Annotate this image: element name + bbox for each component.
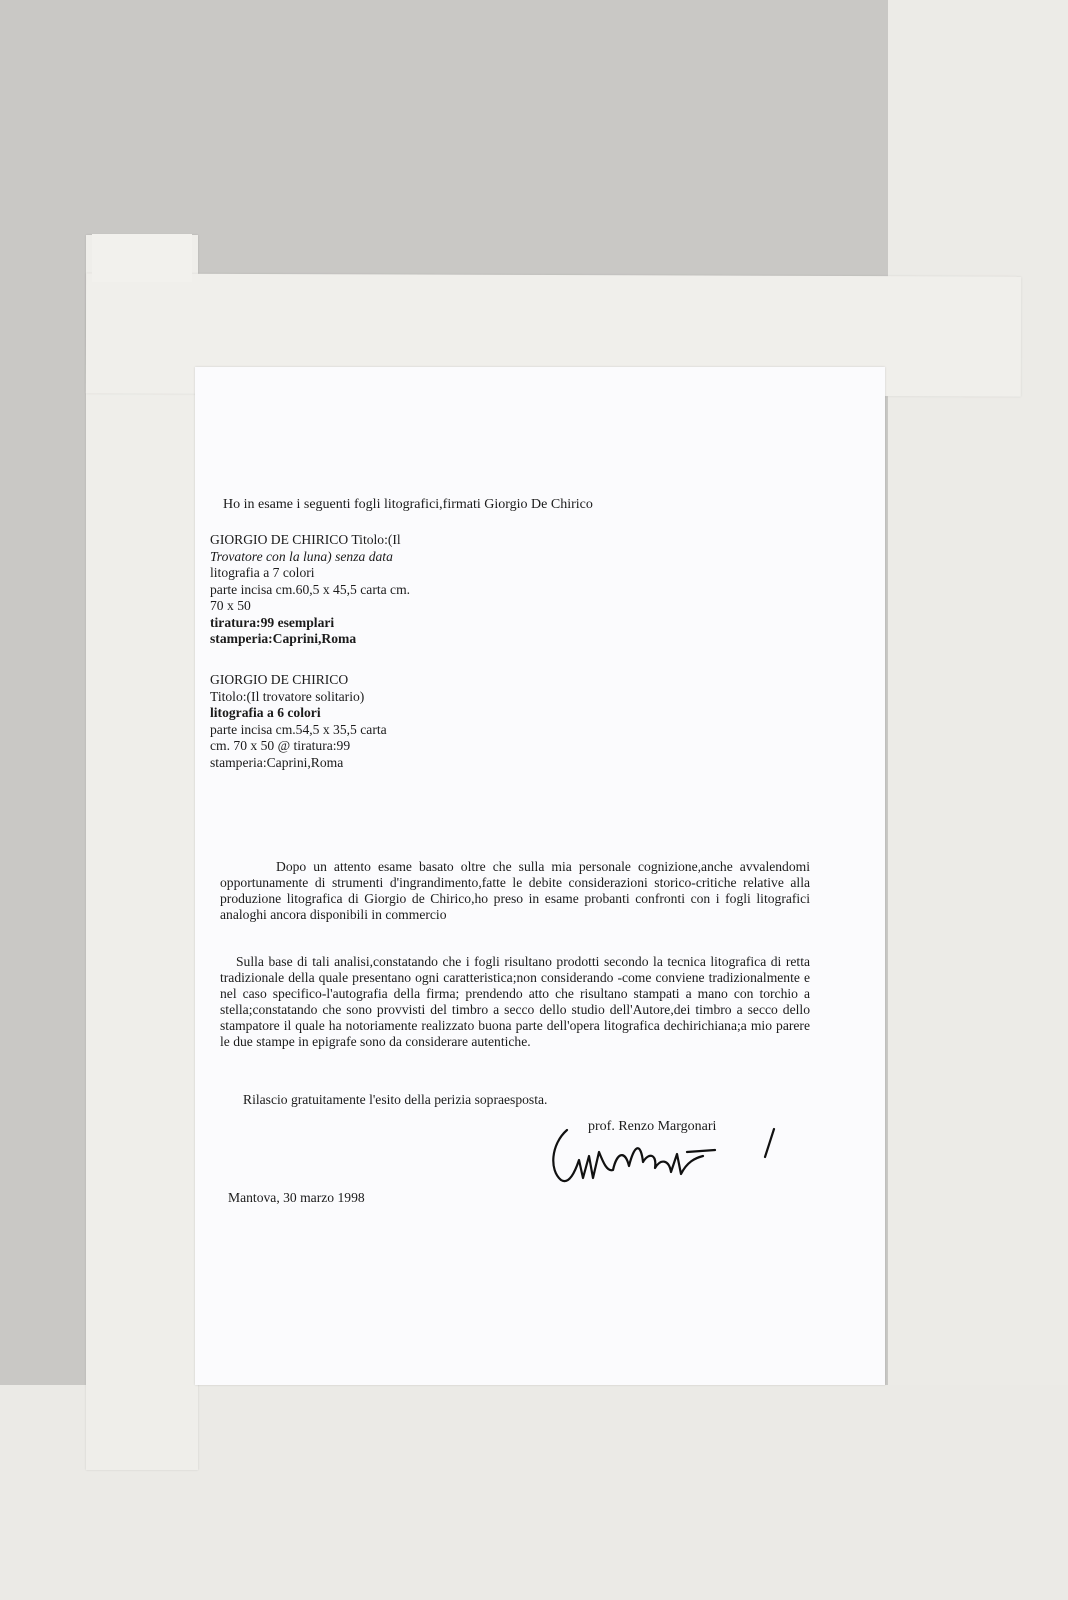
entry-line: 70 x 50 xyxy=(210,598,251,613)
entry-line: GIORGIO DE CHIRICO xyxy=(210,672,349,687)
backboard-right xyxy=(888,0,1068,1600)
release-statement: Rilascio gratuitamente l'esito della perizia sopraesposta. xyxy=(243,1092,548,1107)
intro-line: Ho in esame i seguenti fogli litografici,firmati Giorgio De Chirico xyxy=(223,497,593,512)
entry-line: cm. 70 x 50 @ tiratura:99 xyxy=(210,738,351,753)
certificate-letter xyxy=(195,367,885,1385)
body-paragraph-1: Dopo un attento esame basato oltre che sulla mia personale cognizione,anche avvalendomi opportunamente di strumenti d'ingrandimento,fatte le debite considerazioni storico-critiche relative alla produzione litografica di Giorgio de Chirico,ho preso in esame probanti confronti con i fogli litografici analoghi ancora disponibili in commercio xyxy=(220,859,810,922)
entry-line: parte incisa cm.60,5 x 45,5 carta cm. xyxy=(210,581,411,597)
body-paragraph-2: Sulla base di tali analisi,constatando che i fogli risultano prodotti secondo la tecnica litografica di retta tradizionale della quale presentano ogni caratteristica;non considerando -come conviene tradizionalmente e nel caso specifico-l'autografia della firma; prendendo atto che risultano stampati a mano con torchio a stella;constatando che sono provvisti del timbro a secco dello studio dell'Autore,dei timbro a secco dello stampatore il quale ha notoriamente realizzato buona parte dell'opera litografica dechirichiana;a mio parere le due stampe in epigrafe sono da considerare autentiche. xyxy=(220,954,810,1049)
signer-name: prof. Renzo Margonari xyxy=(588,1119,717,1134)
entry-line: Titolo:(Il trovatore solitario) xyxy=(210,688,365,704)
slash-mark xyxy=(760,1127,780,1163)
entry-line: litografia a 6 colori xyxy=(210,705,321,720)
entry-line: tiratura:99 esemplari xyxy=(210,614,335,630)
handwritten-signature xyxy=(545,1122,735,1192)
tape-tab xyxy=(92,234,192,282)
artwork-entry-1 xyxy=(210,532,410,648)
entry-line: stamperia:Caprini,Roma xyxy=(210,631,357,646)
entry-line: litografia a 7 colori xyxy=(210,565,315,580)
artwork-entry-2 xyxy=(210,672,387,771)
date-line: Mantova, 30 marzo 1998 xyxy=(228,1190,365,1205)
entry-line: stamperia:Caprini,Roma xyxy=(210,754,344,770)
entry-line: Trovatore con la luna) senza data xyxy=(210,548,393,564)
entry-line: parte incisa cm.54,5 x 35,5 carta xyxy=(210,721,387,737)
tape-strip-left xyxy=(86,235,198,1470)
entry-line: GIORGIO DE CHIRICO Titolo:(Il xyxy=(210,532,401,547)
